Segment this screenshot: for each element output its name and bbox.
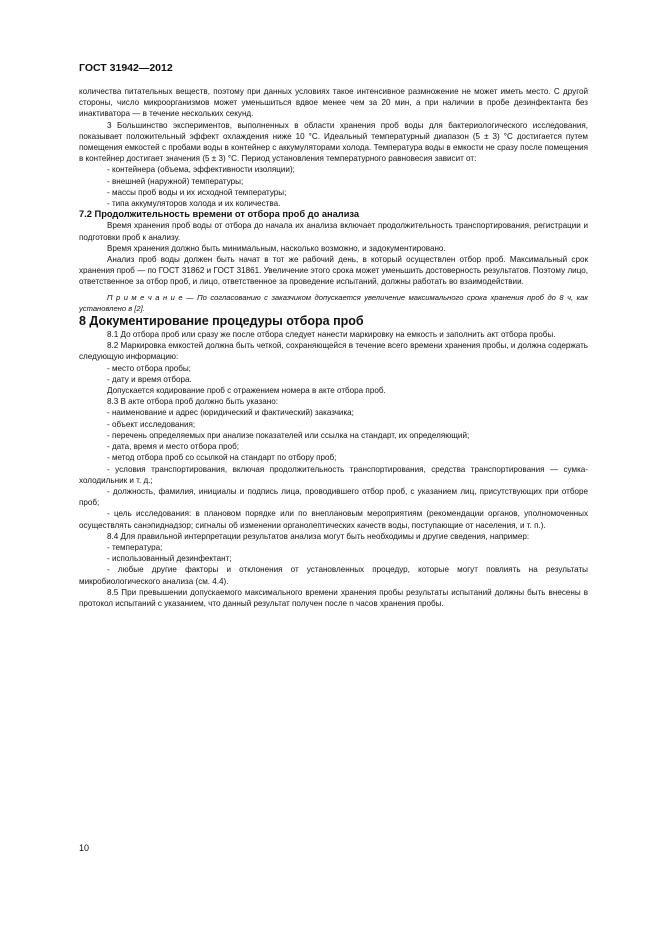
list-item: - цель исследования: в плановом порядке или по внеплановым мероприятиям (рекомендации органов, уполномоченных осуществлять санэпиднадзор; сигналы об изменении органолептических качеств воды, поступающие от населения, и т. п.). xyxy=(79,509,588,530)
paragraph: 3 Большинство экспериментов, выполненных в области хранения проб воды для бактериологического исследования, показывает положительный эффект охлаждения ниже 10 °С. Идеальный температурный диапазон (5 ± 3) °С достигается путем помещения емкостей с пробами воды в контейнер с аккумуляторами холода. Температура воды в емкости не сразу после помещения в контейнер достигает значения (5 ± 3) °С. Период установления температурного равновесия зависит от: xyxy=(79,120,588,164)
section-7-1-continuation xyxy=(79,86,588,209)
section-7-2-body xyxy=(79,220,588,287)
section-heading-7-2: 7.2 Продолжительность времени от отбора проб до анализа xyxy=(79,209,360,220)
list-item: - дату и время отбора. xyxy=(107,374,192,384)
list-item: - перечень определяемых при анализе показателей или ссылка на стандарт, их определяющий; xyxy=(107,430,470,440)
paragraph: Анализ проб воды должен быть начат в тот же рабочий день, в который осуществлен отбор проб. Максимальный срок хранения проб — по ГОСТ 31862 и ГОСТ 31861. Увеличение этого срока может уменьшить достоверность результатов. Поэтому лицо, ответственное за отбор проб, и лицо, ответственное за проведение испытаний, должны работать во взаимодействии. xyxy=(79,255,588,287)
paragraph: Время хранения должно быть минимальным, насколько возможно, и задокументировано. xyxy=(107,243,446,253)
paragraph: количества питательных веществ, поэтому при данных условиях такое интенсивное размножение не может иметь место. С другой стороны, число микроорганизмов может уменьшиться вдвое менее чем за 20 мин, а при наличии в пробе дезинфектанта без инактиватора — в течение нескольких секунд. xyxy=(79,87,588,119)
paragraph: 8.3 В акте отбора проб должно быть указано: xyxy=(107,397,278,407)
document-body xyxy=(79,86,588,609)
paragraph: 8.4 Для правильной интерпретации результатов анализа могут быть необходимы и другие сведения, например: xyxy=(107,531,530,541)
paragraph: Допускается кодирование проб с отражением номера в акте отбора проб. xyxy=(107,386,386,396)
note-paragraph: П р и м е ч а н и е — По согласованию с заказчиком допускается увеличение максимального срока хранения проб до 8 ч, как установлено в [2]. xyxy=(79,292,588,313)
list-item: - место отбора пробы; xyxy=(107,363,191,373)
paragraph: 8.1 До отбора проб или сразу же после отбора следует нанести маркировку на емкость и заполнить акт отбора пробы. xyxy=(107,330,556,340)
section-heading-8: 8 Документирование процедуры отбора проб xyxy=(79,314,364,329)
paragraph: 8.2 Маркировка емкостей должна быть четкой, сохраняющейся в течение всего времени хранения пробы, и должна содержать следующую информацию: xyxy=(79,341,588,362)
list-item: - должность, фамилия, инициалы и подпись лица, проводившего отбор проб, с указанием лиц, присутствующих при отборе проб; xyxy=(79,486,588,508)
list-item: - любые другие факторы и отклонения от установленных процедур, которые могут повлиять на результаты микробиологического анализа (см. 4.4). xyxy=(79,565,588,586)
list-item: - внешней (наружной) температуры; xyxy=(107,176,244,186)
list-item: - наименование и адрес (юридический и фактический) заказчика; xyxy=(107,408,354,418)
list-item: - температура; xyxy=(107,542,163,552)
section-8-body xyxy=(79,329,588,609)
list-item: - метод отбора проб со ссылкой на стандарт по отбору проб; xyxy=(107,453,337,463)
list-item: - дата, время и место отбора проб; xyxy=(107,442,240,452)
list-item: - массы проб воды и их исходной температуры; xyxy=(107,187,287,197)
document-header: ГОСТ 31942—2012 xyxy=(79,62,173,74)
list-item: - условия транспортирования, включая продолжительность транспортирования, средства транспортирования — сумка-холодильник и т. д.; xyxy=(79,464,588,485)
list-item: - контейнера (объема, эффективности изоляции); xyxy=(107,165,295,175)
paragraph: Время хранения проб воды от отбора до начала их анализа включает продолжительность транспортирования, регистрации и подготовки проб к анализу. xyxy=(79,221,588,242)
paragraph: 8.5 При превышении допускаемого максимального времени хранения пробы результаты испытаний должны быть внесены в протокол испытаний с указанием, что данный результат получен после n часов хранения пробы. xyxy=(79,587,588,608)
list-item: - объект исследования; xyxy=(107,419,196,429)
list-item: - типа аккумуляторов холода и их количества. xyxy=(107,199,281,209)
list-item: - использованный дезинфектант; xyxy=(107,554,232,564)
page-number: 10 xyxy=(79,843,90,853)
